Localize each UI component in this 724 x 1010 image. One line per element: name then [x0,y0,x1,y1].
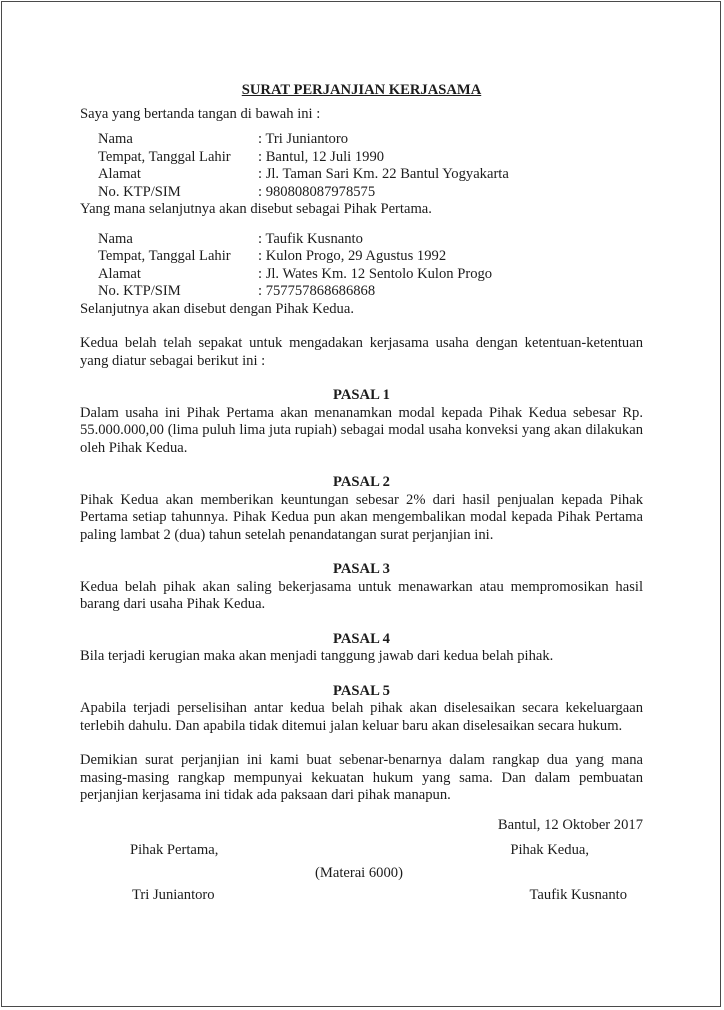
pasal-4-heading: PASAL 4 [333,630,390,647]
field-label: Tempat, Tanggal Lahir [98,248,231,264]
pasal-5-heading: PASAL 5 [333,682,390,699]
party1-row-birth [98,149,643,167]
closing-text: Demikian surat perjanjian ini kami buat sebenar-benarnya dalam rangkap dua yang mana masing-masing rangkap mempunyai kekuatan hukum yang sama. Dan dalam pembuatan perjanjian kerjasama ini tidak ada paksaan dari pihak manapun. [80,752,643,803]
agreement-document [80,82,643,905]
field-label: Alamat [98,265,141,282]
intro-text: Saya yang bertanda tangan di bawah ini : [80,105,321,122]
pasal-2-heading: PASAL 2 [333,474,390,490]
pasal-3-text: Kedua belah pihak akan saling bekerjasama untuk menawarkan atau mempromosikan hasil barang dari usaha Pihak Kedua. [80,578,643,612]
field-value: : Jl. Taman Sari Km. 22 Bantul Yogyakarta [258,166,509,182]
place-date: Bantul, 12 Oktober 2017 [497,816,643,833]
field-value: : 757757868686868 [258,283,376,299]
field-value: : 980808087978575 [258,183,376,200]
pasal-3-heading: PASAL 3 [333,561,390,577]
party2-row-id [98,283,643,301]
signature-right-name: Taufik Kusnanto [529,887,627,903]
signature-roles [80,842,643,860]
field-value: : Tri Juniantoro [258,131,349,147]
signature-left-role: Pihak Pertama, [130,842,219,858]
field-label: Alamat [98,166,141,182]
signature-left-name: Tri Juniantoro [132,887,215,903]
party2-row-name [98,231,643,249]
agreement-text: Kedua belah telah sepakat untuk mengadakan kerjasama usaha dengan ketentuan-ketentuan yang diatur sebagai berikut ini : [80,335,643,369]
party2-row-address [98,266,643,284]
party2-identity [98,231,643,301]
party1-row-name [98,131,643,149]
field-label: Nama [98,131,133,147]
signature-right-role: Pihak Kedua, [510,842,589,858]
field-label: Tempat, Tanggal Lahir [98,148,231,165]
field-label: No. KTP/SIM [98,183,181,200]
party1-row-id [98,184,643,202]
field-value: : Jl. Wates Km. 12 Sentolo Kulon Progo [258,265,493,282]
document-title: SURAT PERJANJIAN KERJASAMA [241,82,482,98]
party2-row-birth [98,248,643,266]
field-value: : Bantul, 12 Juli 1990 [258,148,385,165]
signature-names [80,887,643,905]
pasal-1-heading: PASAL 1 [333,387,390,403]
party1-identity [98,131,643,201]
field-value: : Taufik Kusnanto [258,230,363,247]
field-value: : Kulon Progo, 29 Agustus 1992 [258,248,447,264]
field-label: Nama [98,230,133,247]
pasal-4-text: Bila terjadi kerugian maka akan menjadi tanggung jawab dari kedua belah pihak. [80,648,554,664]
party1-note: Yang mana selanjutnya akan disebut sebagai Pihak Pertama. [80,201,432,217]
pasal-5-text: Apabila terjadi perselisihan antar kedua belah pihak akan diselesaikan secara kekeluargaan terlebih dahulu. Dan apabila tidak ditemui jalan keluar baru akan diselesaikan secara hukum. [80,700,643,734]
stamp-label: (Materai 6000) [315,864,403,881]
party1-row-address [98,166,643,184]
field-label: No. KTP/SIM [98,283,181,299]
pasal-1-text: Dalam usaha ini Pihak Pertama akan menanamkan modal kepada Pihak Kedua sebesar Rp. 55.000.000,00 (lima puluh lima juta rupiah) sebagai modal usaha konveksi yang akan dilakukan oleh Pihak Kedua. [80,404,643,456]
signature-stamp-row [80,865,643,883]
party2-note: Selanjutnya akan disebut dengan Pihak Kedua. [80,300,354,317]
pasal-2-text: Pihak Kedua akan memberikan keuntungan sebesar 2% dari hasil penjualan kepada Pihak Pertama setiap tahunnya. Pihak Kedua pun akan mengembalikan modal kepada Pihak Pertama paling lambat 2 (dua) tahun setelah penandatangan surat perjanjian ini. [80,491,643,543]
